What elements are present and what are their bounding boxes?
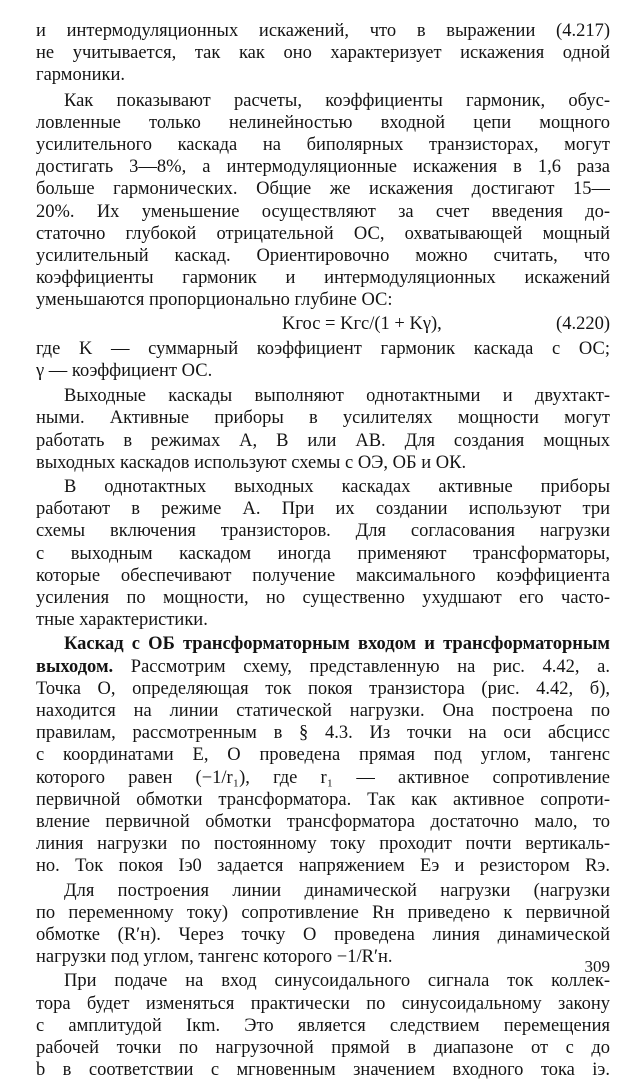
text-line: но. Ток покоя Iэ0 задается напряжением Eэ и резистором Rэ. [36, 856, 610, 876]
text-line: работать в режимах A, B или AB. Для создания мощных [36, 431, 610, 451]
equation-number: (4.220) [556, 314, 610, 334]
text-line: и интермодуляционных искажений, что в выражении (4.217) [36, 21, 610, 41]
text-line: работают в режиме A. При их создании используют три [36, 499, 610, 519]
text-line: рабочей точки по нагрузочной прямой в диапазоне от c до [36, 1038, 610, 1058]
text-line: статочно глубокой отрицательной ОС, охватывающей мощный [36, 224, 610, 244]
page-number: 309 [584, 957, 610, 976]
text-line: по переменному току) сопротивление Rн приведено к первичной [36, 903, 610, 923]
bold-heading-end: выходом. [36, 657, 114, 677]
text-line: 20%. Их уменьшение осуществляют за счет введения до- [36, 202, 610, 222]
text-line: обмотке (R′н). Через точку O проведена линия динамической [36, 925, 610, 945]
text-line: выходом. Рассмотрим схему, представленную на рис. 4.42, а. [36, 657, 610, 677]
text-line: коэффициенты гармоник и интермодуляционных искажений [36, 268, 610, 288]
text-line: вление первичной обмотки трансформатора достаточно мало, то [36, 812, 610, 832]
text-line: которые обеспечивают получение максимального коэффициента [36, 566, 610, 586]
text-line: уменьшаются пропорционально глубине ОС: [36, 290, 393, 310]
text-line: b в соответствии с мгновенным значением входного тока iэ. [36, 1060, 610, 1080]
text-line: ловленные только нелинейностью входной цепи мощного [36, 113, 610, 133]
text-line: Точка O, определяющая ток покоя транзистора (рис. 4.42, б), [36, 679, 610, 699]
text-line: не учитывается, так как оно характеризует искажения одной [36, 43, 610, 63]
text-line: находится на линии статической нагрузки. Она построена по [36, 701, 610, 721]
text-line: В однотактных выходных каскадах активные приборы [64, 477, 610, 497]
text-line: больше гармонических. Общие же искажения достигают 15— [36, 179, 610, 199]
text-line: ными. Активные приборы в усилителях мощности могут [36, 408, 610, 428]
text-line: правилам, рассмотренным в § 4.3. Из точки на оси абсцисс [36, 723, 610, 743]
text-line: Каскад с ОБ трансформаторным входом и трансформаторным [64, 634, 610, 654]
text-line: выходных каскадов используют схемы с ОЭ, ОБ и ОК. [36, 453, 467, 473]
text-line: тные характеристики. [36, 610, 208, 630]
text-line: тора будет изменяться практически по синусоидальному закону [36, 994, 610, 1014]
text-line: которого равен (−1/r₁), где r₁ — активное сопротивление [36, 768, 610, 788]
text-line: усилительного каскада на биполярных транзисторах, могут [36, 135, 610, 155]
text-line: с амплитудой Iкm. Это является следствием перемещения [36, 1016, 610, 1036]
text-line: Как показывают расчеты, коэффициенты гармоник, обус- [64, 91, 610, 111]
text-line: γ — коэффициент ОС. [36, 361, 213, 381]
text-line: первичной обмотки трансформатора. Так как активное сопроти- [36, 790, 610, 810]
equation-formula: Kгос = Kгс/(1 + Kγ), [282, 314, 442, 334]
text-line: усилительный каскад. Ориентировочно можно считать, что [36, 246, 610, 266]
text-line: с выходным каскадом иногда применяют трансформаторы, [36, 544, 610, 564]
equation-line [36, 313, 610, 335]
text-line: где K — суммарный коэффициент гармоник каскада с ОС; [36, 339, 610, 359]
text-line: гармоники. [36, 65, 126, 85]
text-line: нагрузки под углом, тангенс которого −1/R′н. [36, 947, 393, 967]
text-line: линия нагрузки по постоянному току проходит почти вертикаль- [36, 834, 610, 854]
text-line: При подаче на вход синусоидального сигнала ток коллек- [64, 971, 610, 991]
text-line: схемы включения транзисторов. Для согласования нагрузки [36, 521, 610, 541]
text-line: достигать 3—8%, а интермодуляционные искажения в 1,6 раза [36, 157, 610, 177]
text-line: Выходные каскады выполняют однотактными и двухтакт- [64, 386, 610, 406]
text-line: с координатами E, O проведена прямая под углом, тангенс [36, 745, 610, 765]
text-line: Для построения линии динамической нагрузки (нагрузки [64, 881, 610, 901]
text-line: усиления по мощности, но существенно ухудшают его часто- [36, 588, 610, 608]
